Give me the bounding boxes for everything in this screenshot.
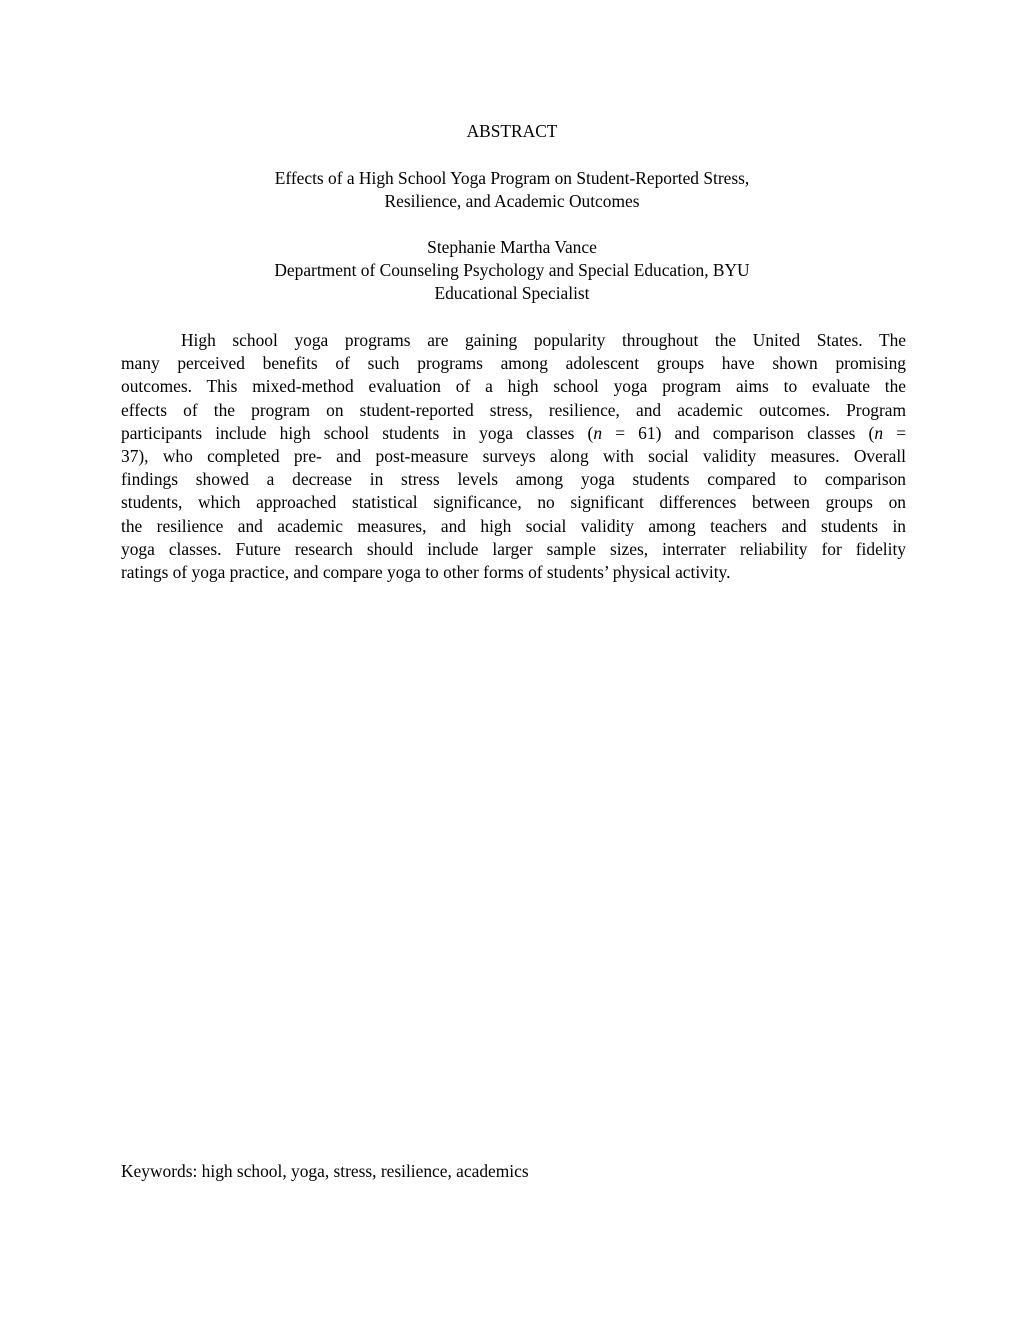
- abstract-line: High school yoga programs are gaining popularity throughout the United States. The: [181, 330, 906, 350]
- author-block: [0, 236, 1024, 306]
- author-degree: Educational Specialist: [434, 283, 590, 304]
- title-line-1: Effects of a High School Yoga Program on Student-Reported Stress,: [274, 168, 750, 188]
- keywords-line: Keywords: high school, yoga, stress, resilience, academics: [121, 1161, 529, 1181]
- author-department: Department of Counseling Psychology and Special Education, BYU: [274, 260, 750, 281]
- abstract-line: ratings of yoga practice, and compare yoga to other forms of students’ physical activity.: [121, 562, 731, 583]
- abstract-line: yoga classes. Future research should include larger sample sizes, interrater reliability for fidelity: [121, 538, 906, 559]
- abstract-line: participants include high school students in yoga classes (n = 61) and comparison classes (n =: [121, 422, 906, 443]
- title-line-2: Resilience, and Academic Outcomes: [384, 191, 640, 212]
- abstract-line: the resilience and academic measures, and high social validity among teachers and students in: [121, 515, 906, 536]
- abstract-line: 37), who completed pre- and post-measure surveys along with social validity measures. Overall: [121, 446, 906, 467]
- abstract-line: students, which approached statistical significance, no significant differences between groups on: [121, 492, 906, 513]
- abstract-heading: ABSTRACT: [466, 121, 558, 141]
- author-name: Stephanie Martha Vance: [427, 237, 597, 257]
- thesis-title: [0, 167, 1024, 213]
- abstract-line: findings showed a decrease in stress levels among yoga students compared to comparison: [121, 469, 906, 490]
- abstract-line: outcomes. This mixed-method evaluation of a high school yoga program aims to evaluate the: [121, 376, 906, 397]
- abstract-paragraph: [121, 329, 906, 584]
- abstract-line: many perceived benefits of such programs among adolescent groups have shown promising: [121, 353, 906, 374]
- abstract-line: effects of the program on student-reported stress, resilience, and academic outcomes. Program: [121, 399, 906, 420]
